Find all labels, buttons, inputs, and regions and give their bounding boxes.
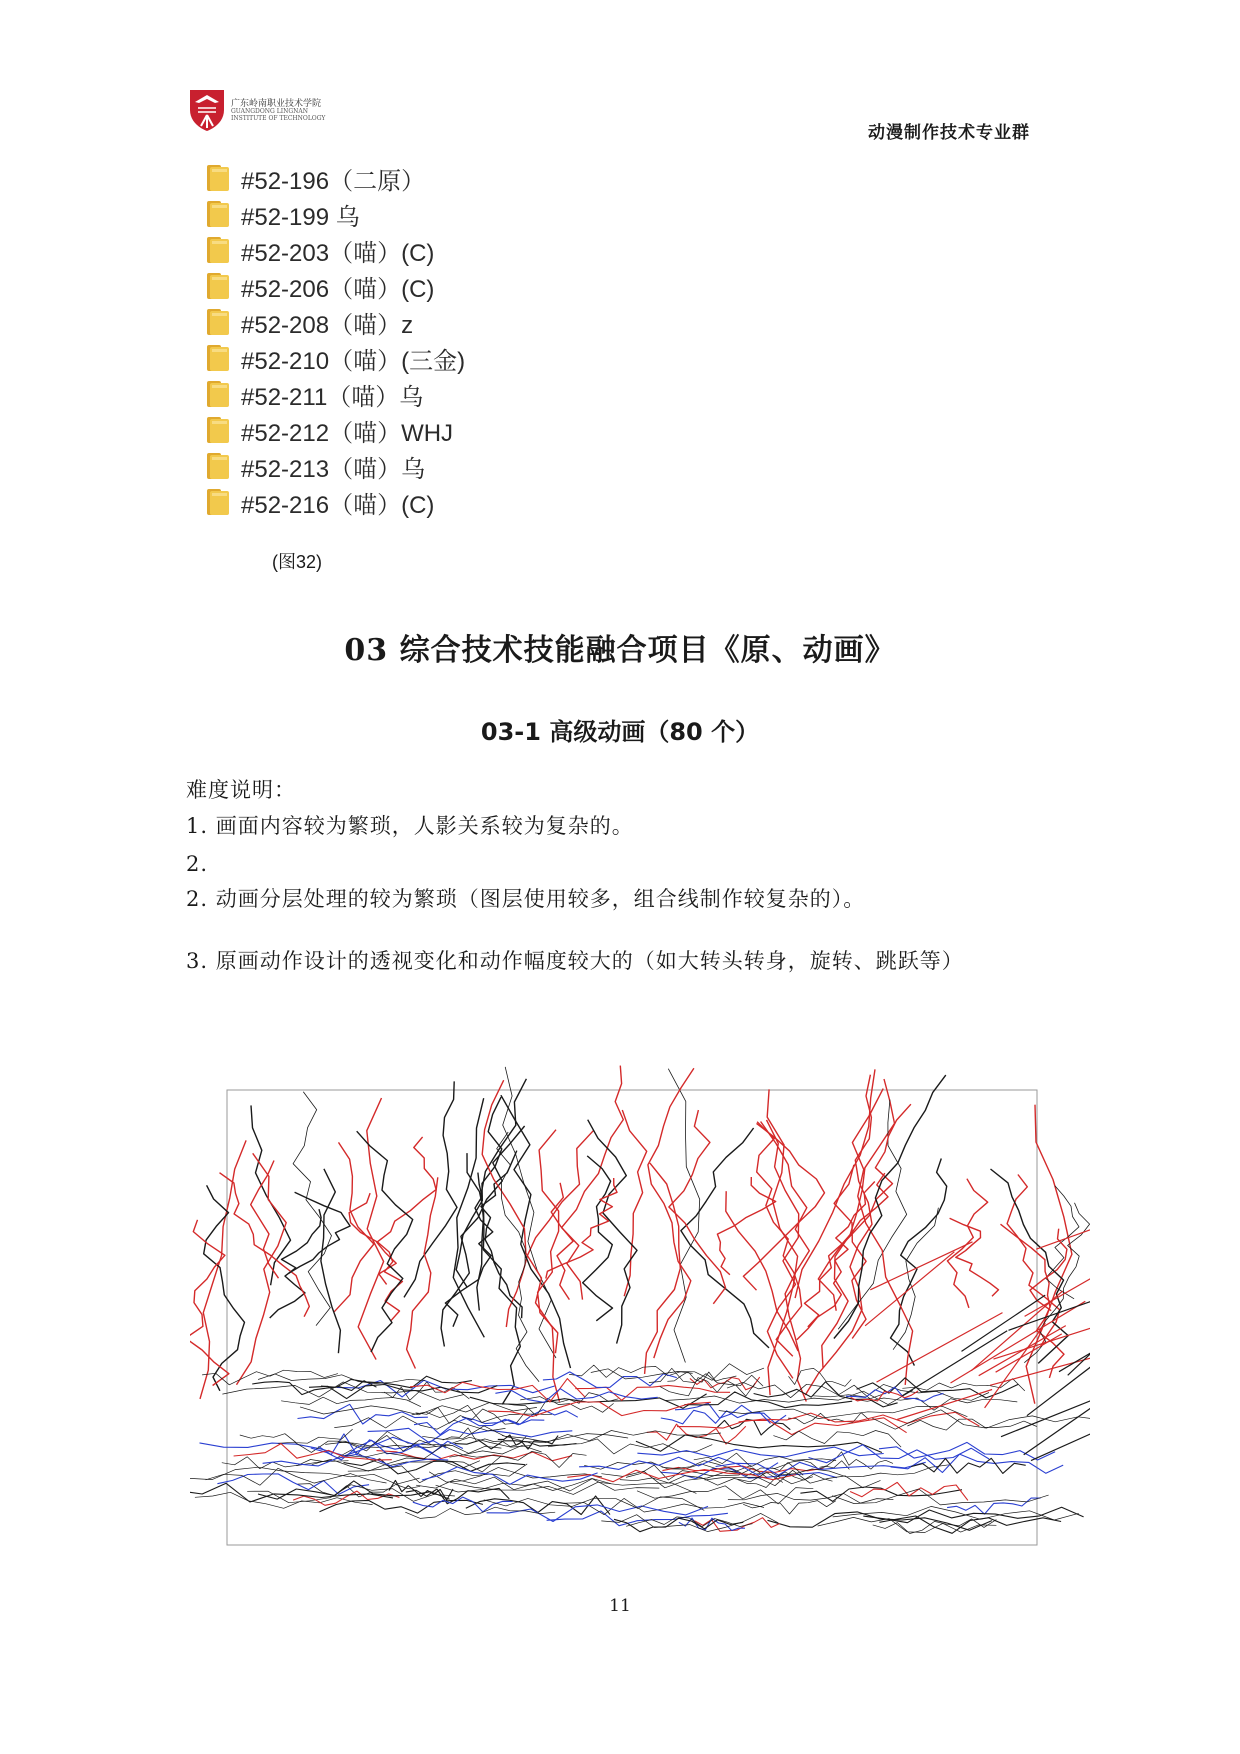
folder-item[interactable] (205, 160, 465, 196)
page-number: 11 (609, 1596, 631, 1616)
folder-icon (205, 379, 231, 409)
difficulty-item: 2. (186, 852, 209, 876)
folder-icon (205, 235, 231, 265)
college-name-en (231, 108, 325, 122)
folder-icon (205, 199, 231, 229)
college-shield-icon (188, 88, 226, 132)
folder-item[interactable] (205, 268, 465, 304)
folder-label: #52-199 乌 (241, 203, 360, 231)
difficulty-heading: 难度说明： (186, 778, 296, 802)
folder-icon (205, 487, 231, 517)
college-name-en-line-1: GUANGDONG LINGNAN (231, 108, 308, 115)
folder-label: #52-216（喵）(C) (241, 491, 435, 519)
folder-list (205, 160, 465, 520)
folder-label: #52-213（喵）乌 (241, 455, 426, 483)
difficulty-item: 1. 画面内容较为繁琐，人影关系较为复杂的。 (186, 814, 634, 838)
folder-icon (205, 163, 231, 193)
folder-item[interactable] (205, 304, 465, 340)
section-title: 03 综合技术技能融合项目《原、动画》 (344, 633, 896, 668)
folder-item[interactable] (205, 232, 465, 268)
folder-item[interactable] (205, 448, 465, 484)
folder-label: #52-211（喵）乌 (241, 383, 424, 411)
folder-label: #52-196（二原） (241, 167, 426, 195)
folder-icon (205, 307, 231, 337)
folder-icon (205, 271, 231, 301)
folder-icon (205, 415, 231, 445)
folder-label: #52-210（喵）(三金) (241, 347, 466, 375)
college-logo (188, 88, 328, 136)
folder-item[interactable] (205, 340, 465, 376)
folder-icon (205, 343, 231, 373)
program-group-title: 动漫制作技术专业群 (868, 123, 1030, 143)
folder-label: #52-206（喵）(C) (241, 275, 435, 303)
college-name-cn: 广东岭南职业技术学院 (231, 99, 322, 109)
animation-sketch-image (190, 1040, 1090, 1600)
difficulty-item: 3. 原画动作设计的透视变化和动作幅度较大的（如大转头转身，旋转、跳跃等） (186, 949, 964, 973)
subsection-title: 03-1 高级动画（80 个） (480, 718, 760, 746)
figure-caption: (图32) (272, 552, 323, 572)
folder-item[interactable] (205, 484, 465, 520)
folder-item[interactable] (205, 376, 465, 412)
difficulty-item: 2. 动画分层处理的较为繁琐（图层使用较多，组合线制作较复杂的）。 (186, 887, 866, 911)
folder-label: #52-203（喵）(C) (241, 239, 435, 267)
folder-icon (205, 451, 231, 481)
folder-item[interactable] (205, 412, 465, 448)
folder-label: #52-212（喵）WHJ (241, 419, 454, 447)
folder-item[interactable] (205, 196, 465, 232)
college-name-en-line-2: INSTITUTE OF TECHNOLOGY (231, 115, 326, 122)
folder-label: #52-208（喵）z (241, 311, 414, 339)
